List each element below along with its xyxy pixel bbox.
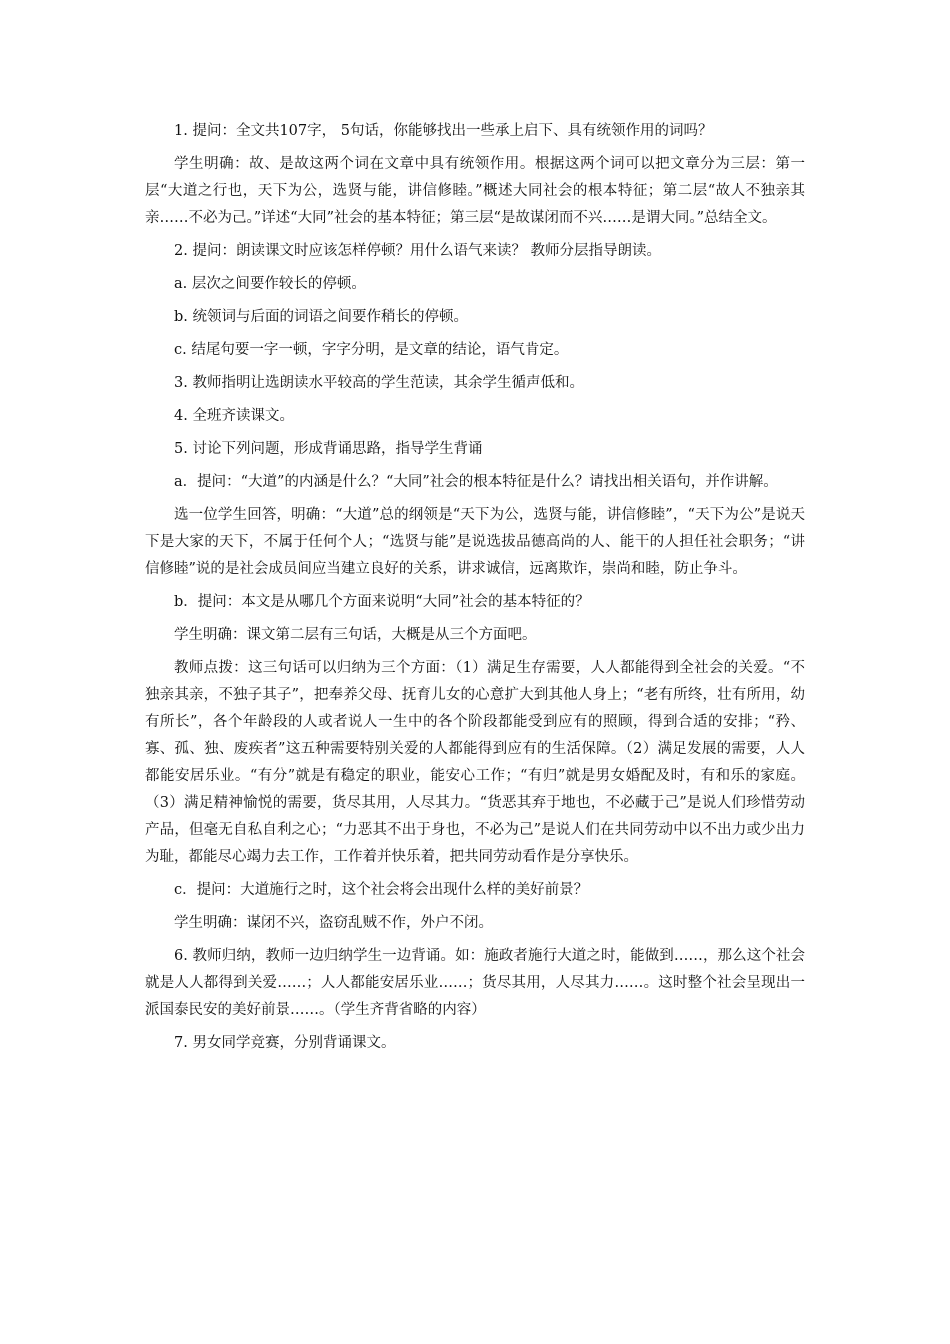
paragraph-q1: 1. 提问：全文共107字， 5句话，你能够找出一些承上启下、具有统领作用的词吗？ (174, 123, 713, 139)
paragraph-answer-dadao: 选一位学生回答，明确：“大道”总的纲领是“天下为公，选贤与能，讲信修睦”，“天下为公”是说天下是大家的天下，不属于任何个人；“选贤与能”是说选拔品德高尚的人、能干的人担任社会职务；“讲信修睦”说的是社会成员间应当建立良好的关系，讲求诚信，远离欺诈，崇尚和睦，防止争斗。 (145, 507, 805, 577)
paragraph-q2-a: a. 层次之间要作较长的停顿。 (174, 276, 366, 292)
paragraph-step5-c: c．提问：大道施行之时，这个社会将会出现什么样的美好前景？ (174, 882, 589, 898)
paragraph-answer-prospect: 学生明确：谋闭不兴，盗窃乱贼不作，外户不闭。 (174, 915, 493, 931)
paragraph-step5: 5. 讨论下列问题，形成背诵思路，指导学生背诵 (174, 441, 483, 457)
paragraph-step3: 3. 教师指明让选朗读水平较高的学生范读，其余学生循声低和。 (174, 375, 584, 391)
paragraph-step7: 7. 男女同学竞赛，分别背诵课文。 (174, 1035, 396, 1051)
paragraph-step5-a: a．提问：“大道”的内涵是什么？“大同”社会的根本特征是什么？请找出相关语句，并作讲解。 (174, 474, 778, 490)
document-body (145, 118, 805, 1063)
paragraph-step6: 6. 教师归纳，教师一边归纳学生一边背诵。如：施政者施行大道之时，能做到……，那么这个社会就是人人都得到关爱……；人人都能安居乐业……；货尽其用，人尽其力……。这时整个社会呈现出一派国泰民安的美好前景……。（学生齐背省略的内容） (145, 948, 805, 1018)
paragraph-q2-c: c. 结尾句要一字一顿，字字分明，是文章的结论，语气肯定。 (174, 342, 569, 358)
paragraph-step5-b: b．提问：本文是从哪几个方面来说明“大同”社会的基本特征的？ (174, 594, 590, 610)
paragraph-q2-b: b. 统领词与后面的词语之间要作稍长的停顿。 (174, 309, 468, 325)
paragraph-answer-structure: 学生明确：故、是故这两个词在文章中具有统领作用。根据这两个词可以把文章分为三层：第一层“大道之行也，天下为公，选贤与能，讲信修睦。”概述大同社会的根本特征；第二层“故人不独亲其亲……不必为己。”详述“大同”社会的基本特征；第三层“是故谋闭而不兴……是谓大同。”总结全文。 (145, 156, 805, 226)
paragraph-teacher-guidance: 教师点拨：这三句话可以归纳为三个方面：（1）满足生存需要，人人都能得到全社会的关爱。“不独亲其亲，不独子其子”，把奉养父母、抚育儿女的心意扩大到其他人身上；“老有所终，壮有所用，幼有所长”，各个年龄段的人或者说人一生中的各个阶段都能受到应有的照顾，得到合适的安排；“矜、寡、孤、独、废疾者”这五种需要特别关爱的人都能得到应有的生活保障。（2）满足发展的需要，人人都能安居乐业。“有分”就是有稳定的职业，能安心工作；“有归”就是男女婚配及时，有和乐的家庭。（3）满足精神愉悦的需要，货尽其用，人尽其力。“货恶其弃于地也，不必藏于己”是说人们珍惜劳动产品，但毫无自私自利之心；“力恶其不出于身也，不必为己”是说人们在共同劳动中以不出力或少出力为耻，都能尽心竭力去工作，工作着并快乐着，把共同劳动看作是分享快乐。 (145, 660, 805, 865)
paragraph-step4: 4. 全班齐读课文。 (174, 408, 294, 424)
paragraph-answer-three: 学生明确：课文第二层有三句话，大概是从三个方面吧。 (174, 627, 537, 643)
paragraph-q2: 2. 提问：朗读课文时应该怎样停顿？用什么语气来读？ 教师分层指导朗读。 (174, 243, 662, 259)
